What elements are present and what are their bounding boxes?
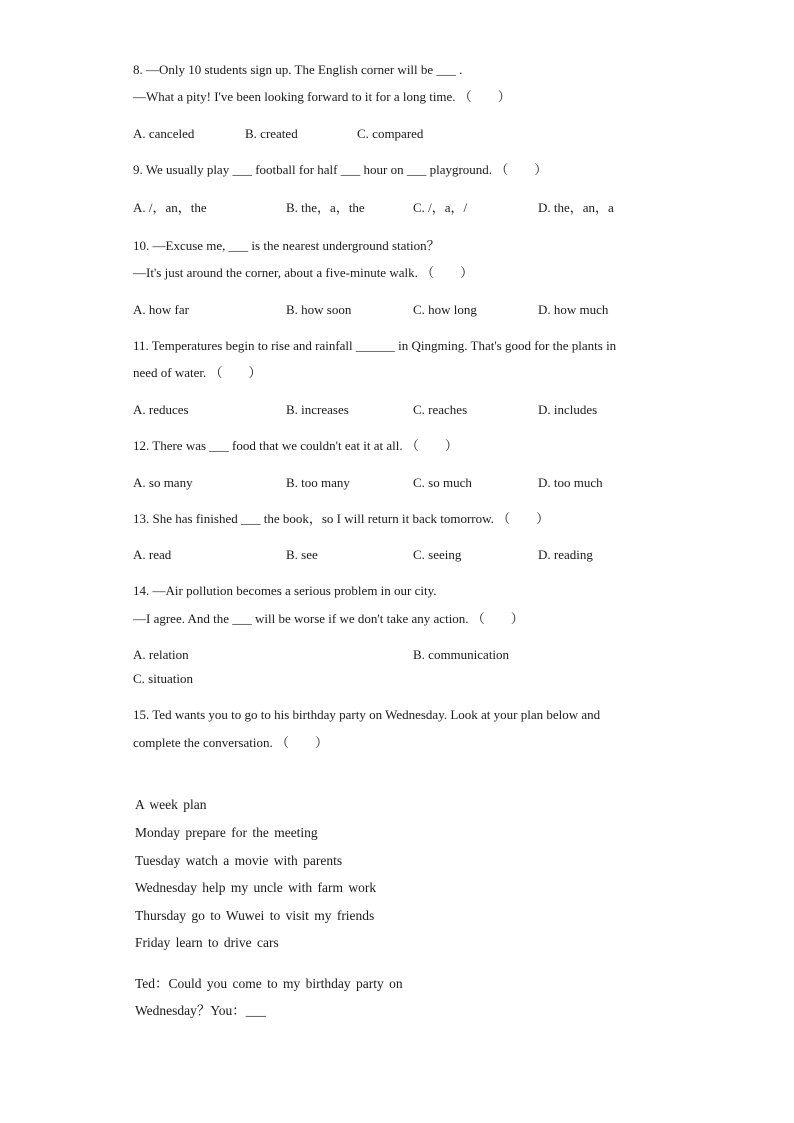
plan-monday: Monday prepare for the meeting bbox=[135, 825, 318, 840]
dialog-line-1: Ted：Could you come to my birthday party on bbox=[135, 976, 403, 991]
question-10-option-a: A. how far bbox=[133, 302, 189, 317]
question-14-line-2: —I agree. And the ___ will be worse if we don't take any action. （ ） bbox=[133, 611, 524, 626]
question-8-option-a: A. canceled bbox=[133, 126, 195, 141]
dialog-line-2: Wednesday？You：___ bbox=[135, 1003, 267, 1018]
question-12-option-b: B. too many bbox=[286, 475, 350, 490]
question-14-option-a: A. relation bbox=[133, 647, 189, 662]
question-11-option-b: B. increases bbox=[286, 402, 349, 417]
question-11-option-c: C. reaches bbox=[413, 402, 468, 417]
question-12-option-a: A. so many bbox=[133, 475, 193, 490]
question-11-line-2: need of water. （ ） bbox=[133, 365, 262, 380]
question-9-line-1: 9. We usually play ___ football for half ___ hour on ___ playground. （ ） bbox=[133, 162, 548, 177]
question-9-option-b: B. the，a，the bbox=[286, 200, 365, 215]
question-8-line-1: 8. —Only 10 students sign up. The English corner will be ___ . bbox=[133, 62, 463, 77]
plan-friday: Friday learn to drive cars bbox=[135, 935, 279, 950]
question-13-option-b: B. see bbox=[286, 547, 318, 562]
question-14-option-b: B. communication bbox=[413, 647, 510, 662]
question-13-option-d: D. reading bbox=[538, 547, 593, 562]
question-13-option-a: A. read bbox=[133, 547, 172, 562]
question-10-option-b: B. how soon bbox=[286, 302, 352, 317]
question-11-option-a: A. reduces bbox=[133, 402, 189, 417]
question-15-line-2: complete the conversation. （ ） bbox=[133, 735, 328, 750]
question-8-option-b: B. created bbox=[245, 126, 298, 141]
question-12-line-1: 12. There was ___ food that we couldn't eat it at all. （ ） bbox=[133, 438, 458, 453]
question-12-option-c: C. so much bbox=[413, 475, 472, 490]
question-10-option-c: C. how long bbox=[413, 302, 477, 317]
question-9-option-a: A. /，an，the bbox=[133, 200, 207, 215]
question-8-line-2: —What a pity! I've been looking forward to it for a long time. （ ） bbox=[133, 89, 511, 104]
question-8-option-c: C. compared bbox=[357, 126, 424, 141]
plan-thursday: Thursday go to Wuwei to visit my friends bbox=[135, 908, 375, 923]
plan-tuesday: Tuesday watch a movie with parents bbox=[135, 853, 343, 868]
question-14-line-1: 14. —Air pollution becomes a serious problem in our city. bbox=[133, 583, 437, 598]
question-11-line-1: 11. Temperatures begin to rise and rainfall ______ in Qingming. That's good for the plants in bbox=[133, 338, 617, 353]
question-9-option-d: D. the，an，a bbox=[538, 200, 614, 215]
question-14-option-c: C. situation bbox=[133, 671, 193, 686]
question-15-line-1: 15. Ted wants you to go to his birthday party on Wednesday. Look at your plan below and bbox=[133, 707, 601, 722]
question-13-option-c: C. seeing bbox=[413, 547, 462, 562]
question-10-line-1: 10. —Excuse me, ___ is the nearest underground station？ bbox=[133, 238, 440, 253]
question-12-option-d: D. too much bbox=[538, 475, 603, 490]
plan-title: A week plan bbox=[135, 797, 207, 812]
question-11-option-d: D. includes bbox=[538, 402, 598, 417]
question-9-option-c: C. /，a，/ bbox=[413, 200, 468, 215]
question-13-line-1: 13. She has finished ___ the book，so I will return it back tomorrow. （ ） bbox=[133, 511, 550, 526]
plan-wednesday: Wednesday help my uncle with farm work bbox=[135, 880, 377, 895]
question-10-line-2: —It's just around the corner, about a five-minute walk. （ ） bbox=[133, 265, 474, 280]
question-10-option-d: D. how much bbox=[538, 302, 609, 317]
